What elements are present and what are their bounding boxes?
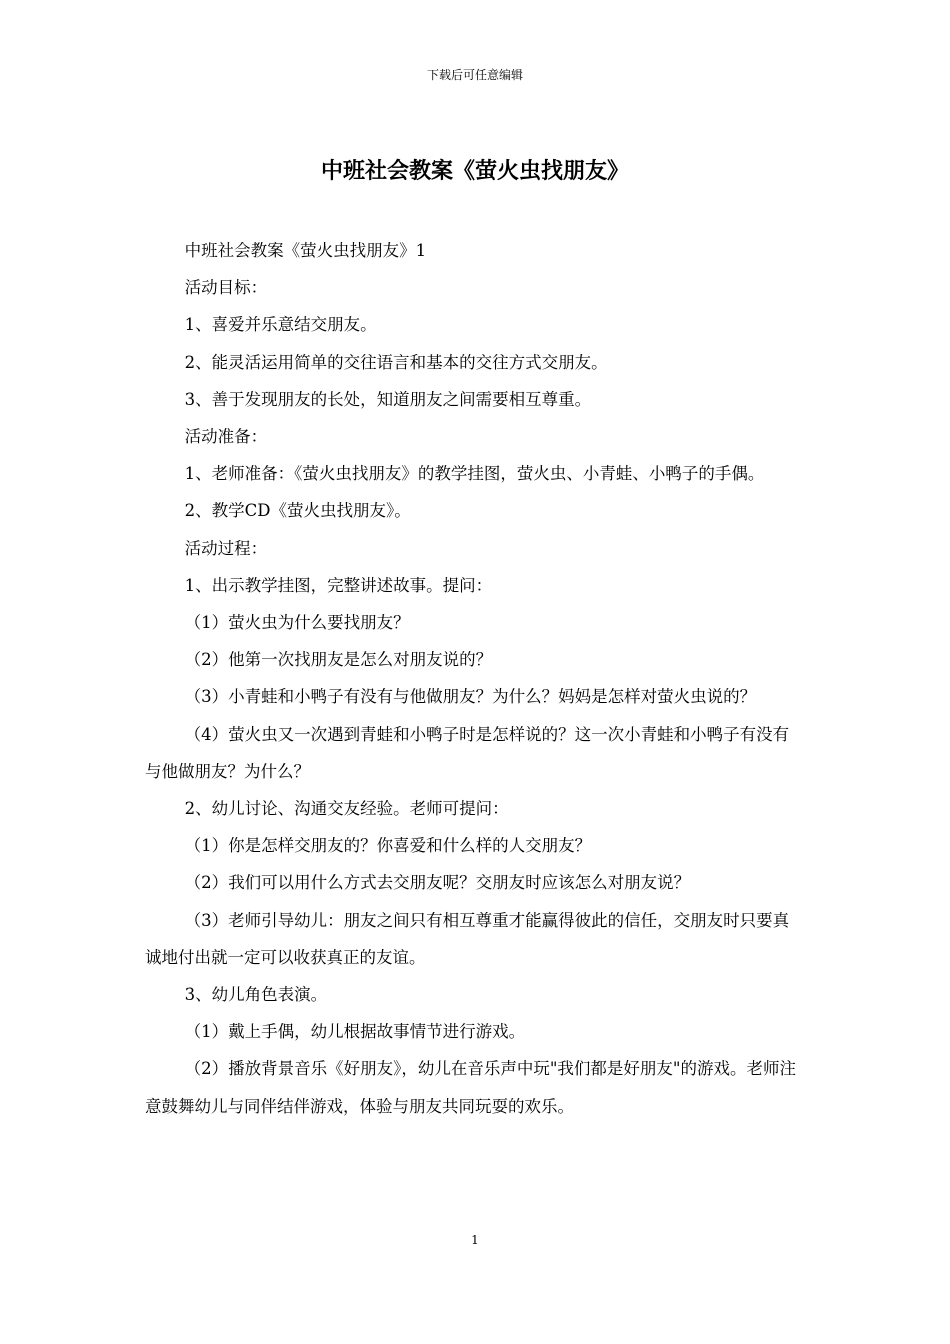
paragraph: 2、幼儿讨论、沟通交友经验。老师可提问： [184, 799, 509, 819]
paragraph: （1）戴上手偶，幼儿根据故事情节进行游戏。 [184, 1022, 526, 1042]
paragraph: 1、喜爱并乐意结交朋友。 [184, 315, 377, 335]
paragraph: 1、老师准备：《萤火虫找朋友》的教学挂图，萤火虫、小青蛙、小鸭子的手偶。 [184, 464, 765, 484]
page-number: 1 [471, 1233, 479, 1247]
paragraph: 中班社会教案《萤火虫找朋友》1 [184, 241, 427, 260]
paragraph: （3）老师引导幼儿：朋友之间只有相互尊重才能赢得彼此的信任，交朋友时只要真诚地付出就一定可以收获真正的友谊。 [145, 910, 790, 967]
paragraph: （1）萤火虫为什么要找朋友？ [184, 613, 410, 633]
paragraph: （4）萤火虫又一次遇到青蛙和小鸭子时是怎样说的？这一次小青蛙和小鸭子有没有与他做朋友？为什么？ [145, 724, 790, 781]
paragraph: 1、出示教学挂图，完整讲述故事。提问： [184, 575, 493, 595]
paragraph: 3、善于发现朋友的长处，知道朋友之间需要相互尊重。 [184, 389, 592, 409]
paragraph: 活动准备： [184, 427, 268, 447]
paragraph: （2）我们可以用什么方式去交朋友呢？交朋友时应该怎么对朋友说？ [184, 873, 691, 893]
paragraph: （1）你是怎样交朋友的？你喜爱和什么样的人交朋友？ [184, 836, 592, 856]
paragraph: 活动过程： [184, 538, 268, 558]
document-title: 中班社会教案《萤火虫找朋友》 [320, 158, 629, 184]
paragraph: （2）播放背景音乐《好朋友》，幼儿在音乐声中玩"我们都是好朋友"的游戏。老师注意鼓舞幼儿与同伴结伴游戏，体验与朋友共同玩耍的欢乐。 [145, 1059, 797, 1116]
page-header: 下载后可任意编辑 [426, 68, 523, 82]
paragraph: 2、教学CD《萤火虫找朋友》。 [184, 501, 411, 521]
paragraph: （2）他第一次找朋友是怎么对朋友说的？ [184, 650, 493, 670]
paragraph: 3、幼儿角色表演。 [184, 985, 328, 1005]
paragraph: 2、能灵活运用简单的交往语言和基本的交往方式交朋友。 [184, 352, 608, 372]
paragraph: 活动目标： [184, 278, 268, 298]
document-body [145, 232, 805, 1125]
paragraph: （3）小青蛙和小鸭子有没有与他做朋友？为什么？妈妈是怎样对萤火虫说的？ [184, 687, 757, 707]
